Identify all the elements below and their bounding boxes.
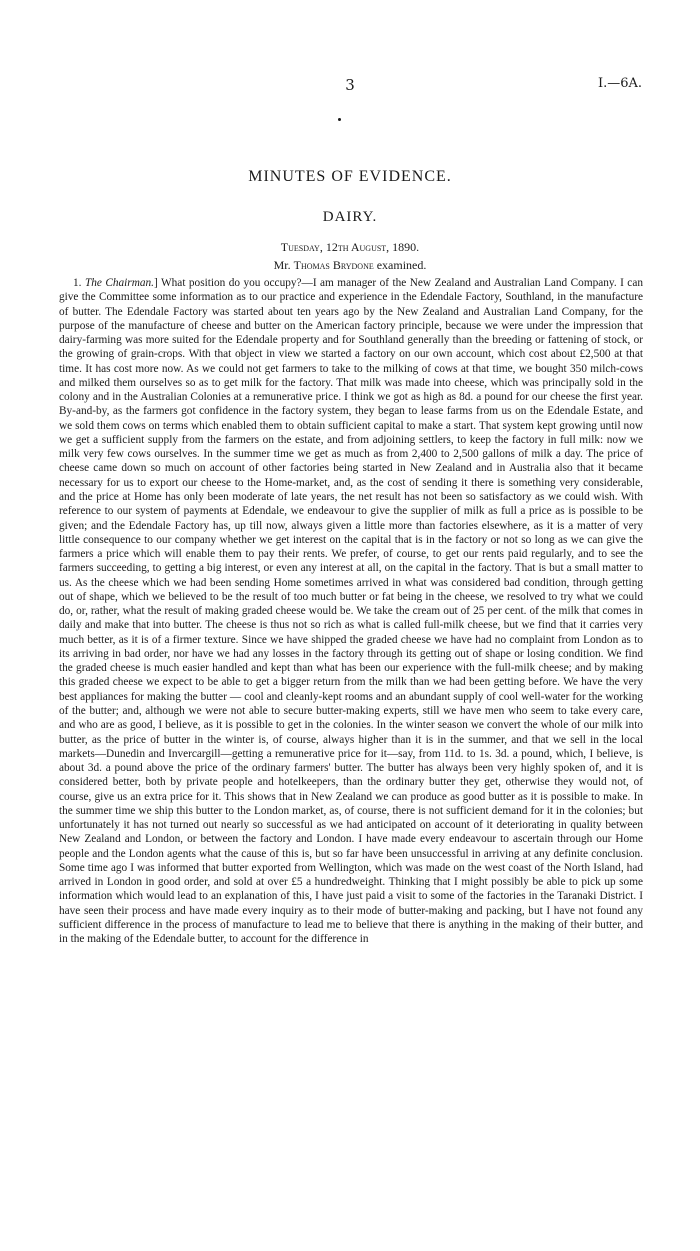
evidence-paragraph [59, 276, 643, 946]
session-date-text: 12th August, 1890. [325, 240, 420, 254]
section-title: DAIRY. [322, 209, 378, 225]
witness-name: Thomas Brydone [293, 258, 374, 272]
witness-title: Mr. [273, 258, 291, 272]
answer-text: I am manager of the New Zealand and Australian Land Company. I can give the Committee some information as to our practice and experience in the Edendale Factory, Southland, in the manufacture of butter. The Edendale Factory was started about ten years ago by the New Zealand and Australian Land Company, for the purpose of the manufacture of cheese and butter on the American factory principle, because we were under the impression that dairy-farming was more suited for the Edendale property and for Southland generally than the breeding or fattening of stock, or the growing of grain-crops. With that object in view we started a factory on our own account, which cost about £2,500 at that time. It has cost more now. As we could not get farmers to take to the milking of cows at that time, we bought 350 milch-cows and milked them ourselves so as to get milk for the factory. That milk was made into cheese, which was principally sold in the colony and in the Australian Colonies at a remunerative price. I think we got as high as 8d. a pound for our cheese the first year. By-and-by, as the farmers got confidence in the factory system, they began to lease farms from us on the Edendale Estate, and we sold them cows on terms which enabled them to obtain sufficient capital to make a start. That system kept growing until now we get a sufficient supply from the farmers on the estate, and from adjoining settlers, to keep the factory in full milk: now we milk very few cows ourselves. In the summer time we get as much as from 2,400 to 2,500 gallons of milk a day. The price of cheese came down so much on account of other factories being started in New Zealand and in Australia also that it became necessary for us to export our cheese to the Home-market, and, as the cost of sending it there is something very considerable, and the price at Home has only been moderate of late years, the net result has not been so satisfactory as we could wish. With reference to our system of payments at Edendale, we endeavour to give the supplier of milk as full a price as is possible to be given; and the Edendale Factory has, up till now, always given a little more than factories elsewhere, as it is a matter of very little consequence to our company whether we get interest on the capital that is in the factory or not so long as we can give the farmers a price which will enable them to pay their rents. We prefer, of course, to get our rents paid regularly, and to see the farmers succeeding, to getting a big interest, or even any interest at all, on the capital in the factory. That is but a small matter to us. As the cheese which we had been sending Home sometimes arrived in what was considered bad condition, through getting out of shape, which we believed to be the result of too much butter or fat being in the cheese, we resolved to try what we could do, or, rather, what the result of making graded cheese would be. We take the cream out of 25 per cent. of the milk that comes in daily and make that into butter. The cheese is thus not so rich as what is called full-milk cheese, but we find that it carries very much better, as it is of a firmer texture. Since we have shipped the graded cheese we have had no complaint from London as to its arriving in bad order, nor have we had any losses in the factory through its getting out of shape or losing condition. We find the graded cheese is much easier handled and kept than what has been our experience with the full-milk cheese; and by making this graded cheese we expect to be able to get a bigger return from the milk than we had been getting before. We have the very best appliances for making the butter — cool and cleanly-kept rooms and an abundant supply of cool well-water for the working of the butter; and, although we were not able to secure butter-making experts, still we have men who seem to take every care, and who are as good, I believe, as it is possible to get in the colonies. In the winter season we convert the whole of our milk into butter, as the price of butter in the winter is, of course, always higher than it is in the summer, and that we sell in the local markets—Dunedin and Invercargill—getting a remunerative price for it—say, from 11d. to 1s. 3d. a pound, which, I believe, is about 3d. a pound above the price of the ordinary farmers' butter. The butter has always been very highly spoken of, and it is considered better, both by private people and hotelkeepers, than the ordinary butter they get, otherwise they would not, of course, give us an extra price for it. This shows that in New Zealand we can produce as good butter as it is possible to make. In the summer time we ship this butter to the London market, as, of course, there is not sufficient demand for it in the colonies; but unfortunately it has not turned out nearly so successful as we had anticipated on account of it deteriorating in quality between New Zealand and London, or between the factory and London. I have made every endeavour to ascertain through our Home people and the London agents what the cause of this is, but so far have been unsuccessful in arriving at any definite conclusion. Some time ago I was informed that butter exported from Wellington, which was made on the west coast of the North Island, had arrived in London in good order, and sold at over £5 a hundredweight. Thinking that I might possibly be able to pick up some information which would lead to an explanation of this, I have just paid a visit to some of the factories in the Taranaki District. I have seen their process and have made every inquiry as to their mode of butter-making and packing, but I have not found any sufficient difference in the process of manufacture to lead me to believe that there is anything in the making of their butter, and in the making of the Edendale butter, to account for the difference in [59, 277, 643, 946]
document-reference: I.—6A. [597, 76, 642, 91]
witness-suffix: examined. [376, 258, 427, 272]
witness-line [0, 258, 700, 273]
page-number: 3 [345, 76, 355, 94]
question-text: ] What position do you occupy?— [153, 277, 313, 289]
session-day: Tuesday, [280, 240, 323, 254]
paragraph-number: 1. [73, 277, 82, 289]
session-date [0, 240, 700, 255]
page-title: MINUTES OF EVIDENCE. [248, 168, 452, 185]
decorative-dot [338, 118, 341, 121]
speaker-name: The Chairman. [84, 277, 154, 289]
